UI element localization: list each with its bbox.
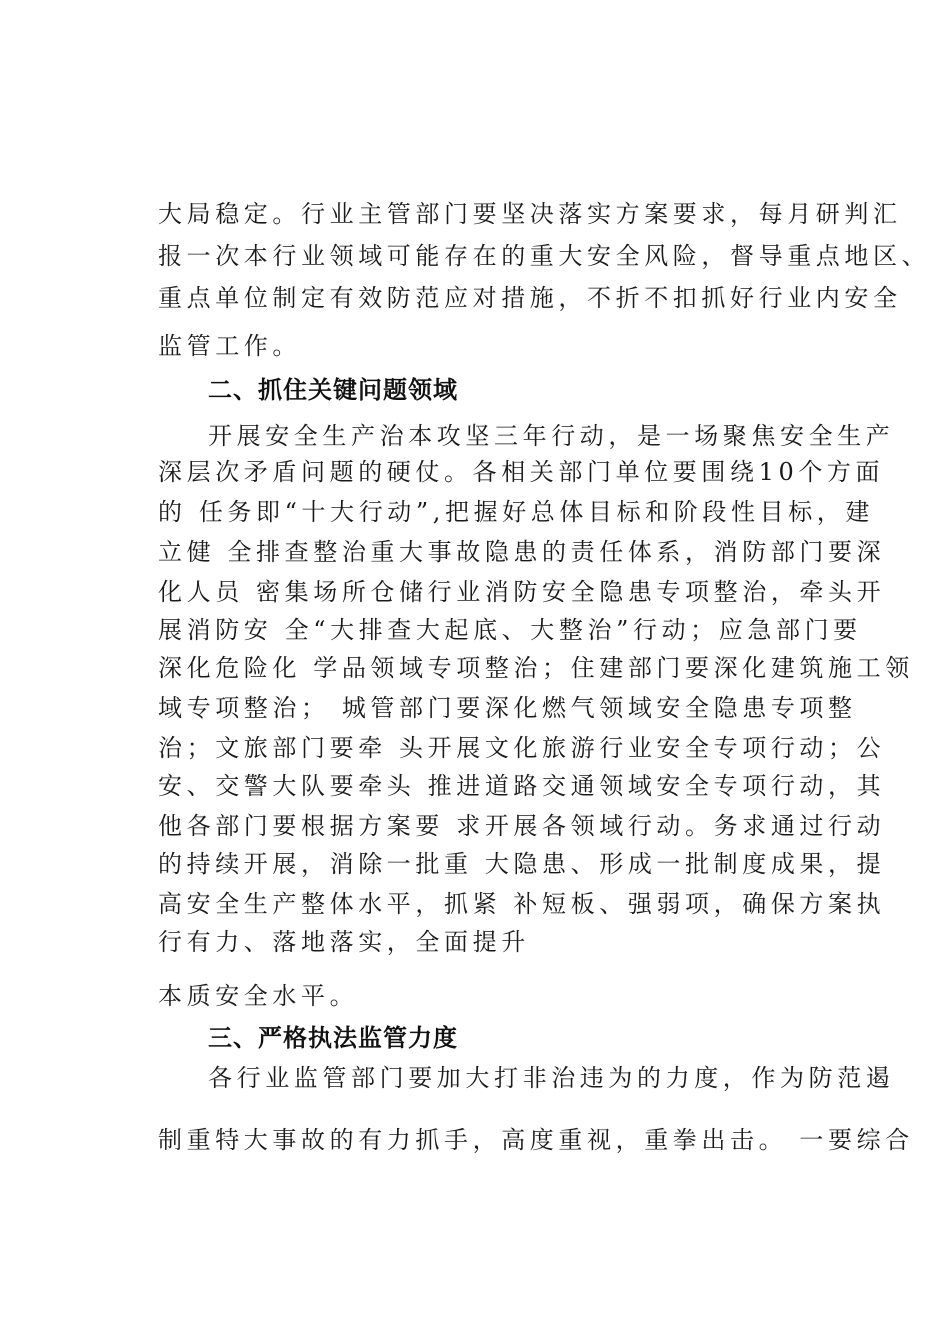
paragraph-line: 开展安全生产治本攻坚三年行动，是一场聚焦安全生产 [208, 422, 895, 450]
section-heading: 三、严格执法监管力度 [208, 1024, 458, 1052]
paragraph-line: 域专项整治； 城管部门要深化燃气领域安全隐患专项整 [158, 694, 857, 722]
paragraph-line: 监管工作。 [158, 332, 301, 360]
paragraph-line: 治；文旅部门要牵 头开展文化旅游行业安全专项行动；公 [158, 734, 886, 762]
paragraph-line: 他各部门要根据方案要 求开展各领域行动。务求通过行动 [158, 812, 886, 840]
paragraph-line: 重点单位制定有效防范应对措施，不折不扣抓好行业内安全 [158, 284, 902, 312]
paragraph-line: 本质安全水平。 [158, 982, 359, 1010]
paragraph-line: 安、交警大队要牵头 推进道路交通领域安全专项行动，其 [158, 772, 886, 800]
paragraph-line: 高安全生产整体水平，抓紧 补短板、强弱项，确保方案执 [158, 890, 886, 918]
paragraph-line: 制重特大事故的有力抓手，高度重视，重拳出击。 一要综合 [158, 1126, 914, 1154]
paragraph-line: 行有力、落地落实，全面提升 [158, 928, 530, 956]
paragraph-line: 报一次本行业领域可能存在的重大安全风险，督导重点地区、 [158, 242, 931, 270]
paragraph-line: 立健 全排查整治重大事故隐患的责任体系，消防部门要深 [158, 538, 886, 566]
paragraph-line: 深层次矛盾问题的硬仗。各相关部门单位要围绕10个方面 [158, 458, 885, 486]
paragraph-line: 展消防安 全“大排查大起底、大整治”行动；应急部门要 [158, 616, 862, 644]
paragraph-line: 深化危险化 学品领域专项整治；住建部门要深化建筑施工领 [158, 654, 914, 682]
paragraph-line: 大局稳定。行业主管部门要坚决落实方案要求，每月研判汇 [158, 200, 902, 228]
paragraph-line: 化人员 密集场所仓储行业消防安全隐患专项整治，牵头开 [158, 578, 886, 606]
paragraph-line: 的持续开展，消除一批重 大隐患、形成一批制度成果，提 [158, 850, 886, 878]
paragraph-line: 的 任务即“十大行动”,把握好总体目标和阶段性目标，建 [158, 498, 874, 526]
section-heading: 二、抓住关键问题领域 [208, 376, 458, 404]
paragraph-line: 各行业监管部门要加大打非治违为的力度，作为防范遏 [208, 1064, 895, 1092]
